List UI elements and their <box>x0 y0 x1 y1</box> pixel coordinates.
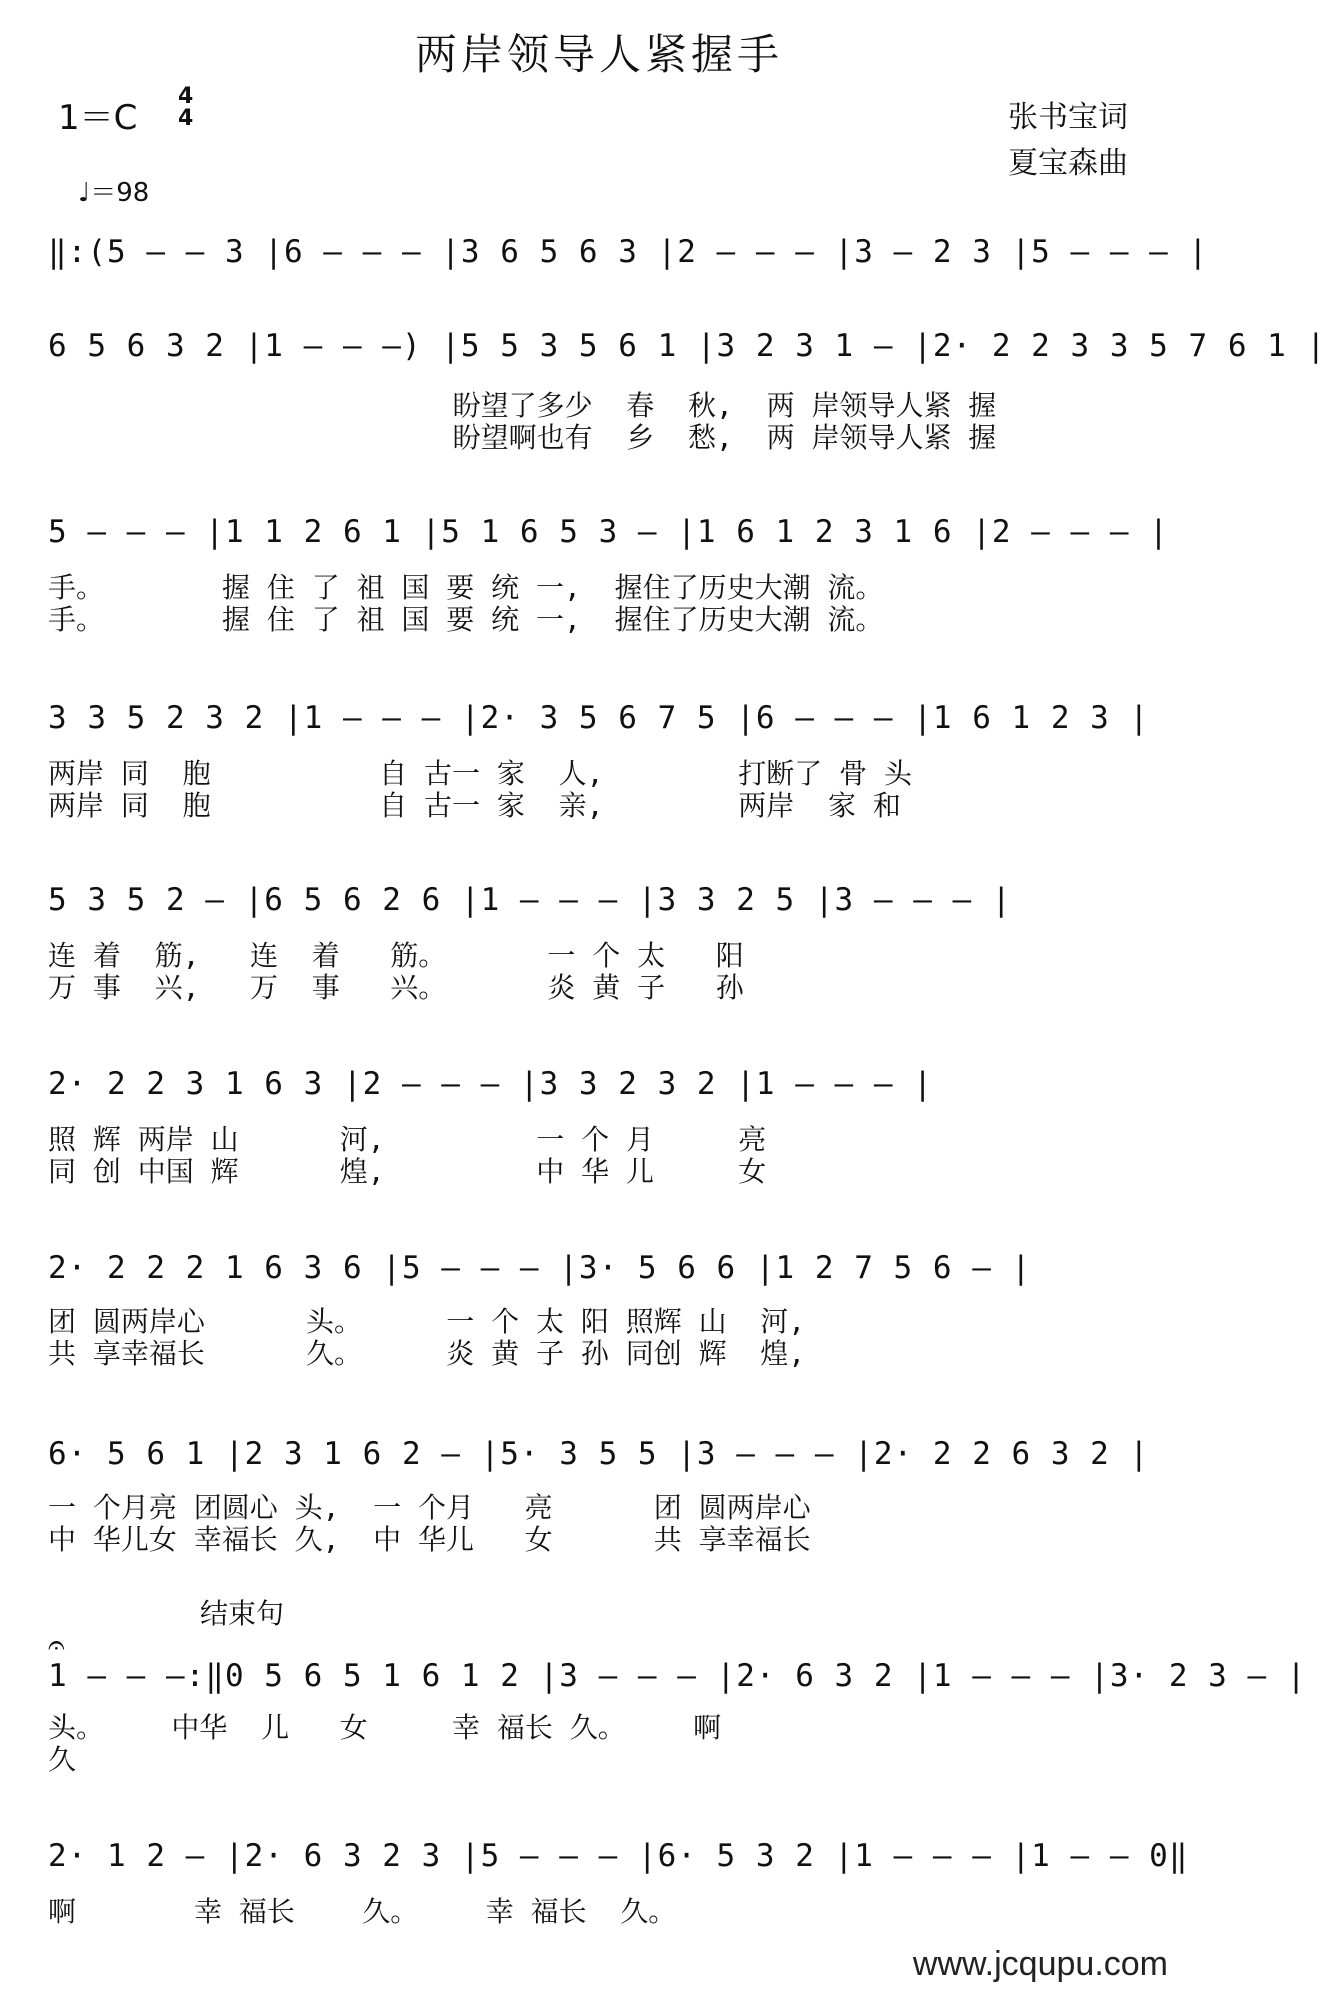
lyric-verse-1: 手。 握 住 了 祖 国 要 统 一, 握住了历史大潮 流。 <box>48 571 884 604</box>
lyric-verse-1: 啊 幸 福长 久。 幸 福长 久。 <box>48 1895 677 1928</box>
lyric-verse-1: 一 个月亮 团圆心 头, 一 个月 亮 团 圆两岸心 <box>48 1491 811 1524</box>
lyric-verse-1: 两岸 同 胞 自 古一 家 人, 打断了 骨 头 <box>48 757 913 790</box>
song-title: 两岸领导人紧握手 <box>414 30 783 79</box>
lyric-verse-1: 头。 中华 儿 女 幸 福长 久。 啊 <box>48 1711 722 1744</box>
lyric-verse-2: 久 <box>48 1743 77 1776</box>
notation-line: 3 3 5 2 3 2 |1 — — — |2· 3 5 6 7 5 |6 — — — |1 6 1 2 3 | <box>48 700 1150 736</box>
lyric-verse-1: 照 辉 两岸 山 河, 一 个 月 亮 <box>48 1123 767 1156</box>
notation-line: 2· 2 2 2 1 6 3 6 |5 — — — |3· 5 6 6 |1 2 7 5 6 — | <box>48 1250 1032 1286</box>
notation-line: 5 — — — |1 1 2 6 1 |5 1 6 5 3 — |1 6 1 2 3 1 6 |2 — — — | <box>48 514 1169 550</box>
meter-top: 4 <box>178 84 194 109</box>
lyric-verse-2: 共 享幸福长 久。 炎 黄 子 孙 同创 辉 煌, <box>48 1337 806 1370</box>
lyric-verse-2: 两岸 同 胞 自 古一 家 亲, 两岸 家 和 <box>48 789 901 822</box>
notation-line: 2· 2 2 3 1 6 3 |2 — — — |3 3 2 3 2 |1 — — — | <box>48 1066 933 1102</box>
lyric-verse-1: 团 圆两岸心 头。 一 个 太 阳 照辉 山 河, <box>48 1305 806 1338</box>
lyric-verse-2: 手。 握 住 了 祖 国 要 统 一, 握住了历史大潮 流。 <box>48 603 884 636</box>
notation-line: ‖:(5 — — 3 |6 — — — |3 6 5 6 3 |2 — — — |3 — 2 3 |5 — — — | <box>48 234 1209 270</box>
notation-line: 6· 5 6 1 |2 3 1 6 2 — |5· 3 5 5 |3 — — — |2· 2 2 6 3 2 | <box>48 1436 1150 1472</box>
watermark: www.jcqupu.com <box>912 1945 1168 1983</box>
ending-label: 结束句 <box>200 1597 285 1630</box>
lyric-verse-2: 盼望啊也有 乡 愁, 两 岸领导人紧 握 <box>48 421 997 454</box>
notation-line: 2· 1 2 — |2· 6 3 2 3 |5 — — — |6· 5 3 2 |1 — — — |1 — — 0‖ <box>48 1838 1189 1874</box>
meter-bottom: 4 <box>178 106 194 131</box>
notation-line: 6 5 6 3 2 |1 — — —) |5 5 3 5 6 1 |3 2 3 1 — |2· 2 2 3 3 5 7 6 1 | <box>48 328 1326 364</box>
notation-line: 1 — — —:‖0 5 6 5 1 6 1 2 |3 — — — |2· 6 3 2 |1 — — — |3· 2 3 — | <box>48 1658 1307 1694</box>
notation-line: 5 3 5 2 — |6 5 6 2 6 |1 — — — |3 3 2 5 |3 — — — | <box>48 882 1012 918</box>
fermata-icon: 𝄐 <box>48 1628 65 1663</box>
lyric-verse-1: 盼望了多少 春 秋, 两 岸领导人紧 握 <box>48 389 997 422</box>
time-signature <box>178 86 193 130</box>
tempo-marking: ♩＝98 <box>78 178 150 208</box>
lyricist-credit: 张书宝词 <box>1008 100 1128 135</box>
key-signature: 1＝C <box>58 98 138 138</box>
composer-credit: 夏宝森曲 <box>1008 146 1128 181</box>
lyric-verse-1: 连 着 筋, 连 着 筋。 一 个 太 阳 <box>48 939 744 972</box>
lyric-verse-2: 中 华儿女 幸福长 久, 中 华儿 女 共 享幸福长 <box>48 1523 811 1556</box>
lyric-verse-2: 万 事 兴, 万 事 兴。 炎 黄 子 孙 <box>48 971 744 1004</box>
lyric-verse-2: 同 创 中国 辉 煌, 中 华 儿 女 <box>48 1155 767 1188</box>
